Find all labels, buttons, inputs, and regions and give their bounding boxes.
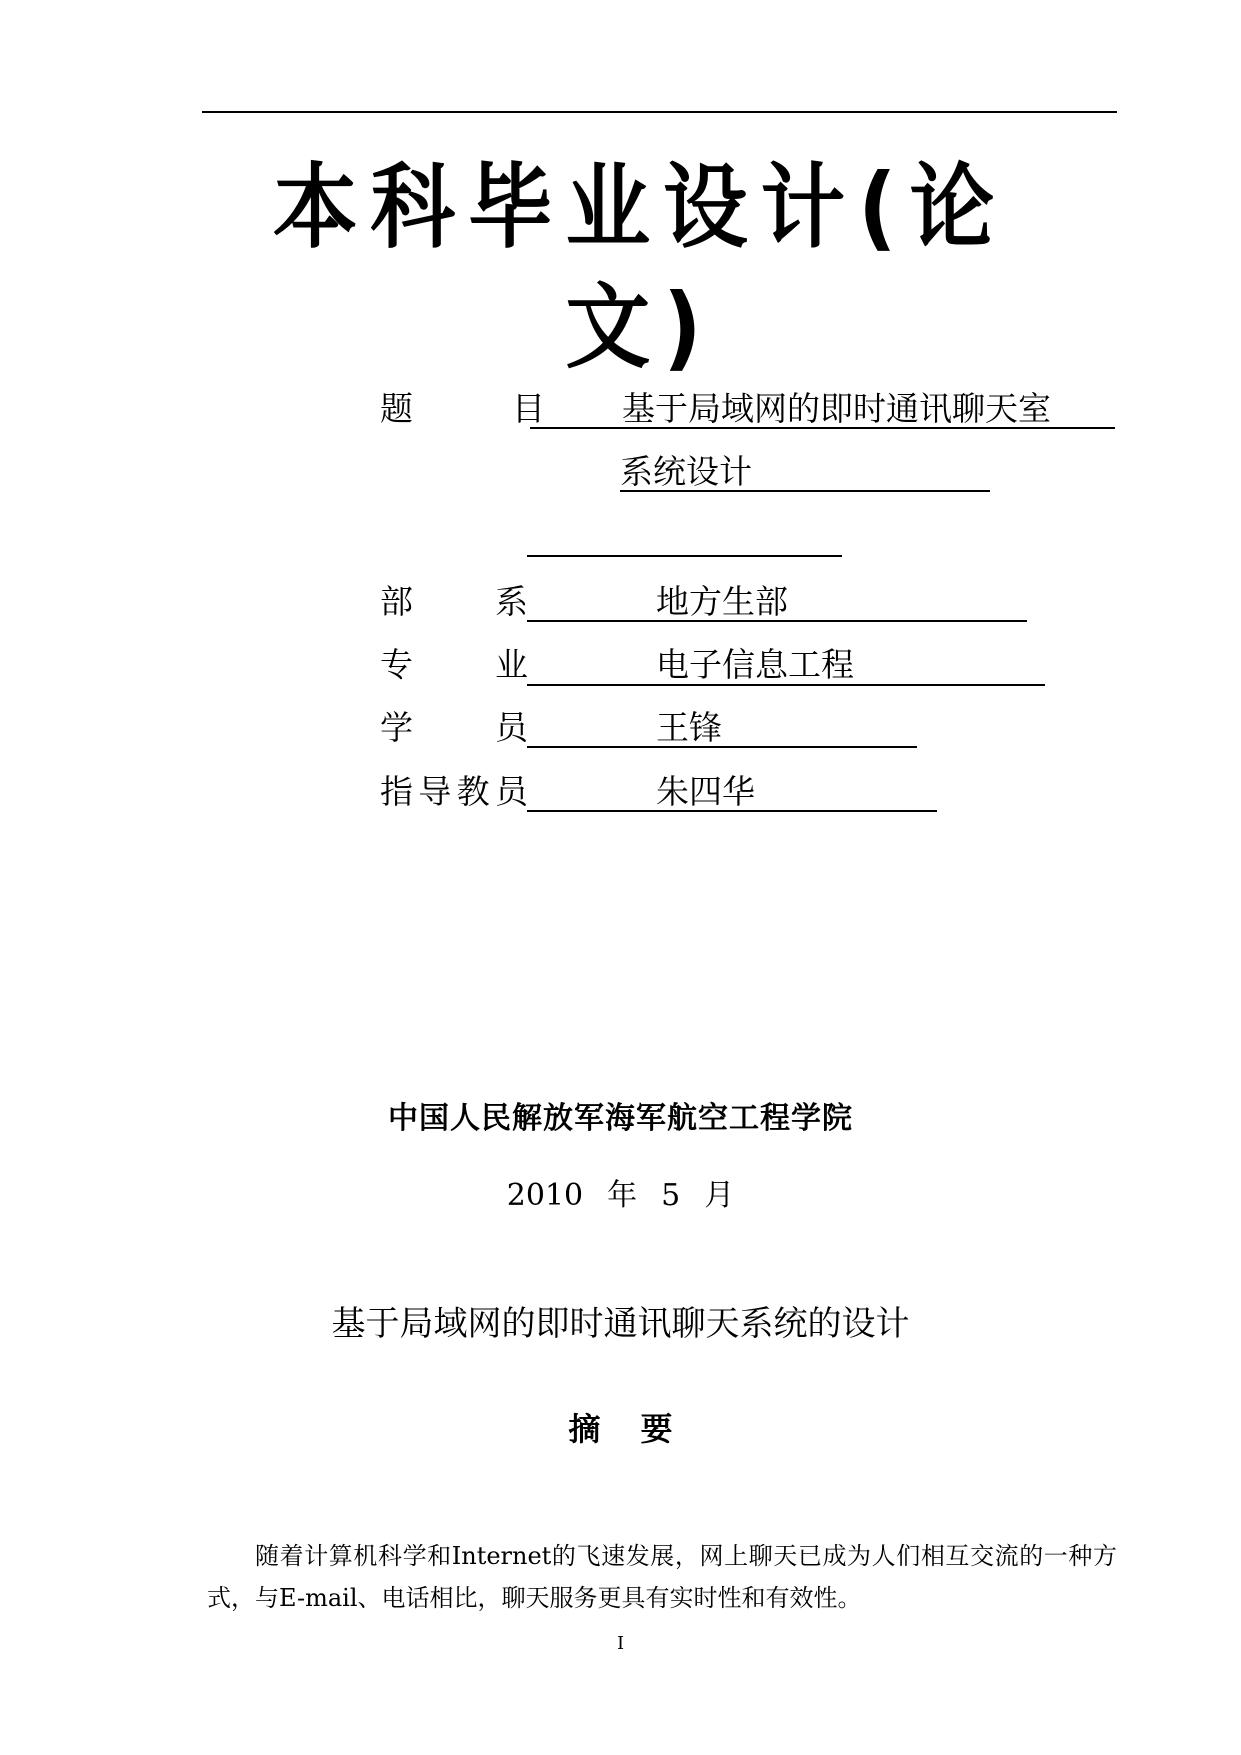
dept-label: 部 系 — [380, 582, 528, 621]
dept-value: 地方生部 — [656, 582, 788, 621]
student-underline — [527, 746, 917, 748]
date-month: 5 — [661, 1178, 681, 1213]
date-year-unit: 年 — [607, 1178, 638, 1213]
blank-underline — [527, 555, 842, 557]
date-month-unit: 月 — [704, 1178, 735, 1213]
abstract-paragraph: 随着计算机科学和Internet的飞速发展，网上聊天已成为人们相互交流的一种方式，与E-mail、电话相比，聊天服务更具有实时性和有效性。 — [207, 1542, 1117, 1612]
student-label: 学 员 — [380, 708, 528, 747]
topic-line-1: 基于局域网的即时通讯聊天室 — [622, 389, 1051, 428]
submission-date — [0, 1170, 1241, 1214]
topic-label: 题 目 — [380, 389, 545, 428]
student-value: 王锋 — [656, 708, 722, 747]
cover-title: 本科毕业设计(论文) — [272, 154, 1008, 381]
topic-line-2: 系统设计 — [620, 452, 752, 491]
document-title: 基于局域网的即时通讯聊天系统的设计 — [331, 1304, 910, 1344]
institution-name: 中国人民解放军海军航空工程学院 — [388, 1101, 853, 1136]
date-year: 2010 — [506, 1178, 584, 1213]
major-label: 专 业 — [380, 645, 528, 684]
advisor-value: 朱四华 — [656, 772, 755, 811]
page-number: I — [616, 1633, 625, 1654]
advisor-label: 指导教员 — [380, 772, 528, 811]
abstract-heading: 摘要 — [568, 1410, 713, 1448]
major-value: 电子信息工程 — [656, 645, 854, 684]
top-rule — [202, 111, 1117, 113]
